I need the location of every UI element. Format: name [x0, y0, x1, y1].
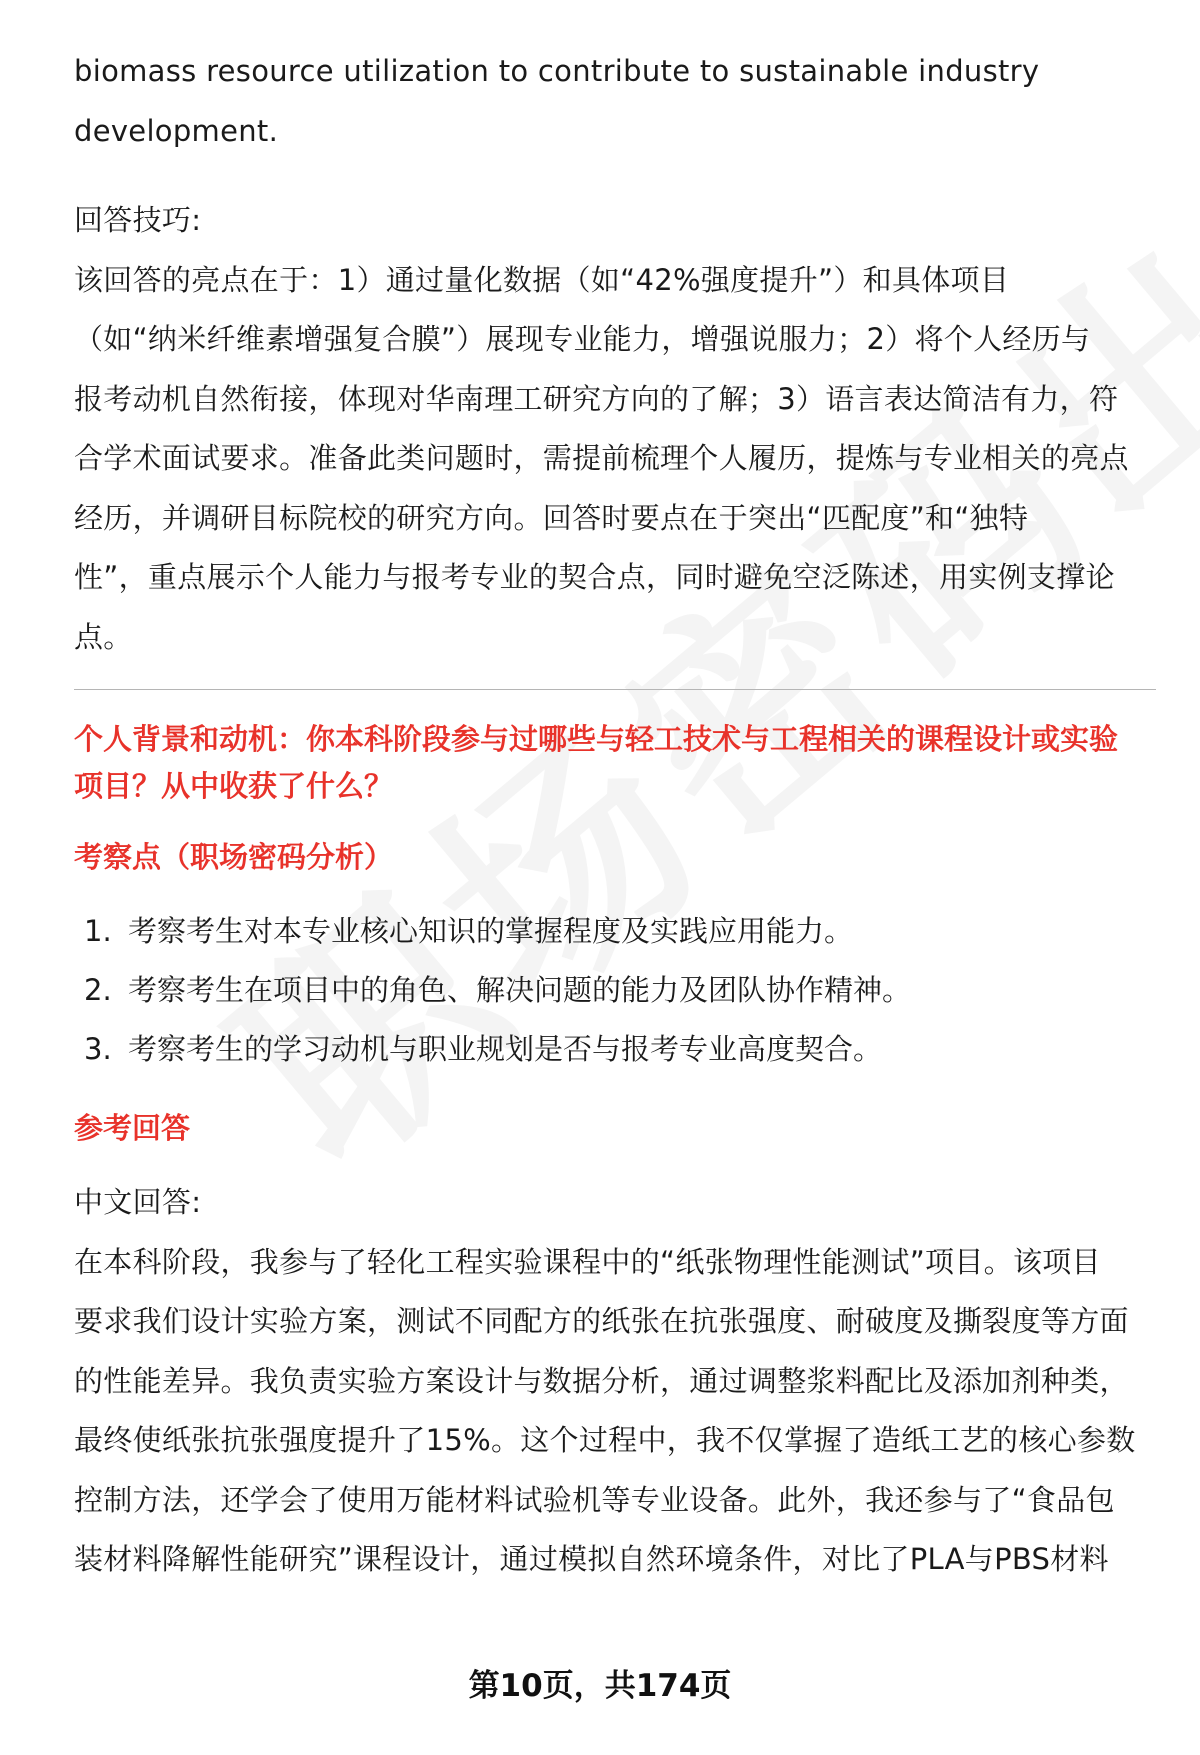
- list-text: 考察考生在项目中的角色、解决问题的能力及团队协作精神。: [128, 973, 912, 1007]
- analysis-heading: 考察点（职场密码分析）: [74, 840, 394, 874]
- tips-line: 性”，重点展示个人能力与报考专业的契合点，同时避免空泛陈述，用实例支撑论: [74, 560, 1115, 594]
- analysis-list: [74, 902, 1154, 1079]
- tips-line: 点。: [74, 619, 133, 654]
- list-text: 考察考生的学习动机与职业规划是否与报考专业高度契合。: [128, 1032, 883, 1066]
- answer-line: 装材料降解性能研究”课程设计，通过模拟自然环境条件，对比了PLA与PBS材料: [74, 1542, 1109, 1576]
- intro-line-1: biomass resource utilization to contribute to sustainable industry: [74, 54, 1040, 88]
- list-number: 1.: [84, 914, 112, 948]
- cn-answer-label: 中文回答:: [74, 1185, 202, 1219]
- section-divider: [74, 689, 1156, 690]
- reference-heading: 参考回答: [74, 1111, 191, 1145]
- tips-line: 经历，并调研目标院校的研究方向。回答时要点在于突出“匹配度”和“独特: [74, 500, 1029, 535]
- tips-line: 该回答的亮点在于：1）通过量化数据（如“42%强度提升”）和具体项目: [74, 262, 1010, 297]
- page-number: 第10页，共174页: [468, 1668, 732, 1704]
- question-title-line-1: 个人背景和动机：你本科阶段参与过哪些与轻工技术与工程相关的课程设计或实验: [74, 722, 1119, 756]
- list-number: 3.: [84, 1032, 112, 1066]
- tips-line: 报考动机自然衔接，体现对华南理工研究方向的了解；3）语言表达简洁有力，符: [74, 381, 1119, 416]
- list-item: [74, 1020, 1154, 1079]
- question-title-line-2: 项目？从中收获了什么？: [74, 769, 394, 803]
- tips-line: （如“纳米纤维素增强复合膜”）展现专业能力，增强说服力；2）将个人经历与: [74, 322, 1091, 356]
- answer-line: 要求我们设计实验方案，测试不同配方的纸张在抗张强度、耐破度及撕裂度等方面: [74, 1304, 1129, 1338]
- list-item: [74, 902, 1154, 961]
- answer-line: 控制方法，还学会了使用万能材料试验机等专业设备。此外，我还参与了“食品包: [74, 1482, 1115, 1517]
- answer-line: 在本科阶段，我参与了轻化工程实验课程中的“纸张物理性能测试”项目。该项目: [74, 1244, 1101, 1279]
- list-item: [74, 961, 1154, 1020]
- list-text: 考察考生对本专业核心知识的掌握程度及实践应用能力。: [128, 914, 854, 948]
- intro-line-2: development.: [74, 113, 279, 148]
- answer-line: 最终使纸张抗张强度提升了15%。这个过程中，我不仅掌握了造纸工艺的核心参数: [74, 1423, 1136, 1457]
- tips-heading: 回答技巧:: [74, 203, 202, 237]
- document-page: [74, 0, 1154, 1590]
- tips-line: 合学术面试要求。准备此类问题时，需提前梳理个人履历，提炼与专业相关的亮点: [74, 441, 1129, 475]
- answer-line: 的性能差异。我负责实验方案设计与数据分析，通过调整浆料配比及添加剂种类，: [74, 1363, 1129, 1398]
- list-number: 2.: [84, 973, 112, 1007]
